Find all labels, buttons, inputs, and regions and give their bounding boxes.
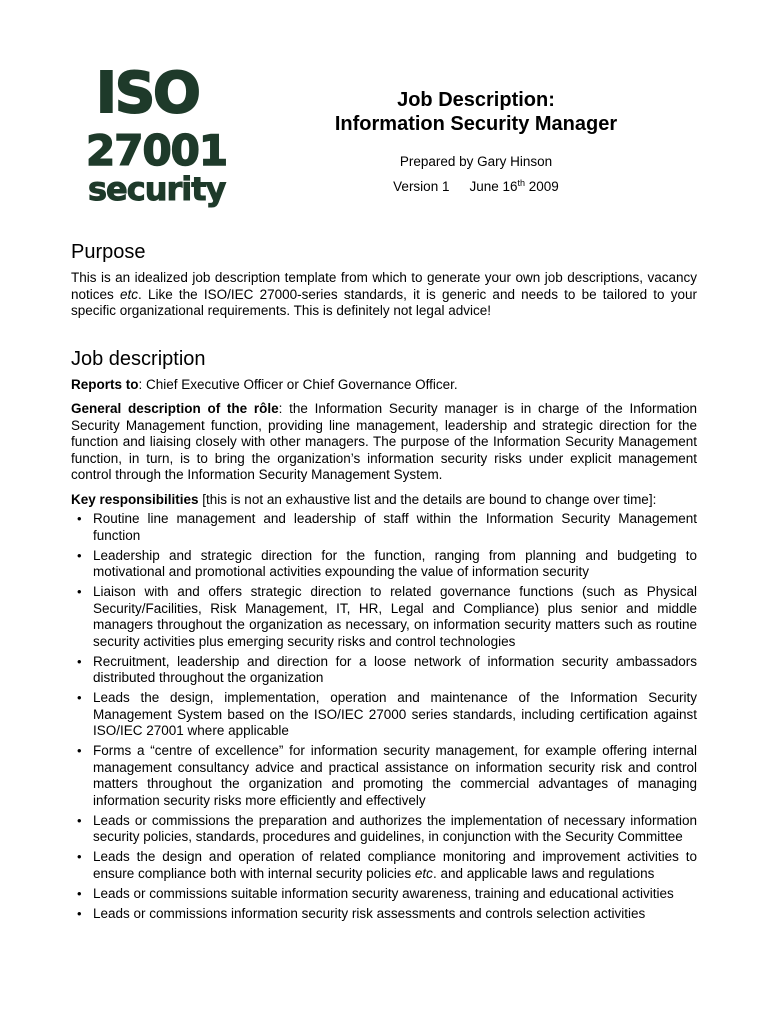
list-item-text: Recruitment, leadership and direction for a loose network of information security ambassadors distributed throughout the organization [93, 653, 697, 685]
title-line-1: Job Description: [397, 89, 555, 111]
list-item-text: Leads or commissions suitable information security awareness, training and educational activities [93, 885, 674, 901]
list-item [71, 849, 697, 882]
version-line [266, 178, 686, 196]
iso-27001-logo [78, 62, 258, 212]
version-label: Version 1 [393, 179, 450, 194]
purpose-heading: Purpose [71, 241, 146, 263]
purpose-etc: etc [119, 286, 138, 302]
list-item [71, 813, 697, 846]
key-responsibilities-label: Key responsibilities [71, 491, 199, 507]
general-description-paragraph [71, 401, 697, 484]
reports-to-paragraph [71, 377, 697, 394]
reports-to-label: Reports to [71, 376, 139, 392]
list-item-text: Leads or commissions information security risk assessments and controls selection activities [93, 905, 646, 921]
list-item-text-tail: . and applicable laws and regulations [432, 865, 655, 881]
logo-line-1: ISO [96, 62, 199, 126]
list-item-text: Leads the design, implementation, operation and maintenance of the Information Security Management System based on the ISO/IEC 27000 series standards, including certification against ISO/IEC 27001 where applicable [93, 690, 697, 738]
list-item-text: Leadership and strategic direction for the function, ranging from planning and budgeting to motivational and promotional activities expounding the value of information security [93, 547, 697, 579]
date-prefix: June 16 [469, 179, 518, 194]
logo-line-3: security [88, 170, 226, 208]
list-item-text: Liaison with and offers strategic direction to related governance functions (such as Physical Security/Facilities, Risk Management, IT, HR, Legal and Compliance) plus senior and middle managers throughout the organization as necessary, on information security matters such as routine security activities plus emerging security risks and control technologies [93, 584, 697, 649]
list-item [71, 906, 697, 923]
job-description-heading: Job description [71, 347, 206, 370]
general-description-text: : the Information Security manager is in charge of the Information Security Management function, providing line management, leadership and strategic direction for the function and liaising closely with other managers. The purpose of the Information Security Management function, in turn, is to bring the organization’s information security risks under explicit management control through the Information Security Management System. [71, 401, 697, 482]
reports-to-text: : Chief Executive Officer or Chief Governance Officer. [138, 376, 458, 392]
bullet-icon: • [77, 743, 82, 758]
document-body [71, 240, 697, 926]
bullet-icon: • [77, 511, 82, 526]
bullet-icon: • [77, 547, 82, 563]
key-responsibilities-text: [this is not an exhaustive list and the details are bound to change over time]: [198, 491, 657, 507]
date-ordinal: th [517, 178, 526, 188]
logo-line-2: 27001 [86, 126, 228, 175]
purpose-paragraph [71, 270, 697, 320]
list-item [71, 511, 697, 544]
general-description-label: General description of the rôle [71, 401, 279, 416]
list-item [71, 654, 697, 687]
responsibilities-list [71, 511, 697, 922]
bullet-icon: • [77, 905, 82, 921]
list-item [71, 584, 697, 650]
bullet-icon: • [77, 653, 82, 669]
bullet-icon: • [77, 690, 82, 705]
list-item-text: Routine line management and leadership of staff within the Information Security Management function [93, 511, 697, 543]
bullet-icon: • [77, 885, 82, 901]
purpose-text-part-1: This is an idealized job description template from which to generate your own job descriptions, vacancy notices [71, 270, 697, 302]
list-item-text: Leads the design and operation of related compliance monitoring and improvement activities to ensure compliance both with internal security policies [93, 849, 697, 881]
list-item [71, 886, 697, 903]
list-item-etc: etc [414, 865, 433, 881]
document-header [266, 88, 686, 196]
key-responsibilities-intro [71, 492, 697, 509]
list-item [71, 743, 697, 809]
list-item [71, 690, 697, 740]
bullet-icon: • [77, 584, 82, 599]
bullet-icon: • [77, 849, 82, 864]
keyhole-icon [203, 81, 215, 104]
list-item-text: Forms a “centre of excellence” for information security management, for example offering internal management consultancy advice and practical assistance on information security risk and control matters throughout the organization and promoting the commercial advantages of managing information security risks more efficiently and effectively [93, 743, 697, 808]
iso-27001-logo-graphic [78, 62, 258, 212]
list-item-text: Leads or commissions the preparation and authorizes the implementation of necessary information security policies, standards, procedures and guidelines, in conjunction with the Security Committee [93, 812, 697, 844]
date-suffix: 2009 [525, 179, 559, 194]
purpose-text-part-2: . Like the ISO/IEC 27000-series standards, it is generic and needs to be tailored to your specific organizational requirements. This is definitely not legal advice! [71, 286, 698, 318]
prepared-by: Prepared by Gary Hinson [399, 154, 553, 169]
bullet-icon: • [77, 812, 82, 828]
list-item [71, 548, 697, 581]
title-line-2: Information Security Manager [334, 113, 618, 135]
